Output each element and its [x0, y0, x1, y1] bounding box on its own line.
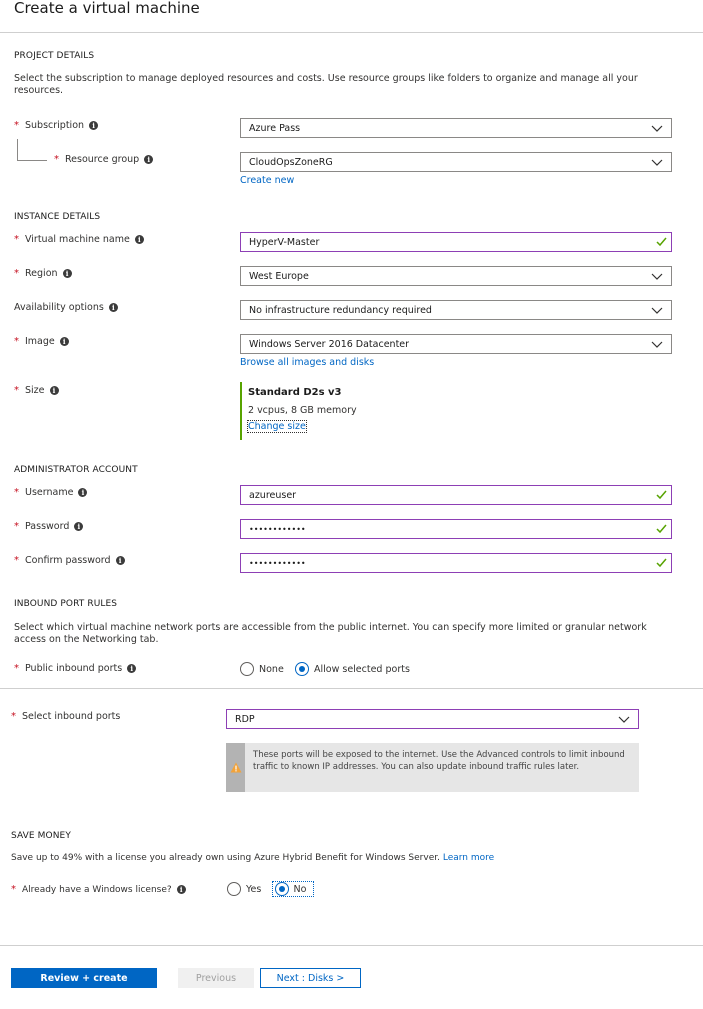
info-icon[interactable]: i [60, 337, 69, 346]
required-marker: * [14, 120, 19, 131]
change-size-link[interactable]: Change size [248, 421, 306, 432]
select-ports-label [11, 711, 120, 722]
confirm-password-input[interactable] [240, 553, 672, 573]
resource-group-select[interactable] [240, 152, 672, 172]
required-marker: * [14, 234, 19, 245]
info-icon[interactable]: i [177, 885, 186, 894]
confirm-password-label [14, 555, 125, 566]
footer-divider [0, 945, 703, 946]
subscription-label [14, 120, 98, 131]
info-icon[interactable]: i [89, 121, 98, 130]
info-icon[interactable]: i [144, 155, 153, 164]
required-marker: * [14, 336, 19, 347]
checkmark-icon [656, 523, 667, 534]
subscription-value: Azure Pass [249, 122, 301, 134]
availability-label-text: Availability options [14, 302, 104, 313]
image-select[interactable] [240, 334, 672, 354]
select-ports-label-text: Select inbound ports [22, 711, 121, 722]
subscription-select[interactable] [240, 118, 672, 138]
required-marker: * [14, 385, 19, 396]
warning-box [226, 743, 639, 792]
required-marker: * [14, 663, 19, 674]
radio-allow-selected[interactable] [295, 662, 309, 676]
save-money-description: Save up to 49% with a license you already own using Azure Hybrid Benefit for Windows Server. [11, 853, 440, 863]
previous-button[interactable]: Previous [178, 968, 254, 988]
inbound-divider [0, 688, 703, 689]
next-disks-button[interactable]: Next : Disks > [260, 968, 361, 988]
required-marker: * [14, 521, 19, 532]
info-icon[interactable]: i [109, 303, 118, 312]
radio-none-label: None [259, 663, 284, 675]
info-icon[interactable]: i [116, 556, 125, 565]
info-icon[interactable]: i [50, 386, 59, 395]
admin-account-heading: ADMINISTRATOR ACCOUNT [14, 465, 138, 475]
checkmark-icon [656, 489, 667, 500]
select-ports-value: RDP [235, 713, 255, 725]
learn-more-link[interactable]: Learn more [442, 853, 495, 863]
radio-none[interactable] [240, 662, 254, 676]
confirm-password-value: •••••••••••• [249, 558, 306, 568]
info-icon[interactable]: i [63, 269, 72, 278]
project-details-description: Select the subscription to manage deployed resources and costs. Use resource groups like folders to organize and manage all your resources. [14, 73, 638, 96]
resource-group-label [54, 154, 153, 165]
region-select[interactable] [240, 266, 672, 286]
inbound-rules-description: Select which virtual machine network ports are accessible from the public internet. You can specify more limited or granular network access on the Networking tab. [14, 622, 647, 645]
windows-license-label [11, 884, 186, 895]
password-input[interactable] [240, 519, 672, 539]
info-icon[interactable]: i [78, 488, 87, 497]
chevron-down-icon [651, 338, 663, 350]
required-marker: * [54, 154, 59, 165]
warning-icon [230, 762, 242, 773]
public-ports-label [14, 663, 136, 674]
chevron-down-icon [651, 270, 663, 282]
image-label-text: Image [25, 336, 55, 347]
info-icon[interactable]: i [135, 235, 144, 244]
radio-yes-label: Yes [246, 883, 262, 895]
warning-text: These ports will be exposed to the internet. Use the Advanced controls to limit inbound traffic to known IP addresses. You can also update inbound traffic rules later. [253, 750, 625, 772]
windows-license-label-text: Already have a Windows license? [22, 884, 172, 895]
vm-name-input[interactable] [240, 232, 672, 252]
required-marker: * [11, 884, 16, 895]
review-create-button[interactable]: Review + create [11, 968, 157, 988]
radio-no[interactable] [275, 882, 289, 896]
required-marker: * [11, 711, 16, 722]
radio-allow-selected-label: Allow selected ports [313, 663, 410, 675]
checkmark-icon [656, 557, 667, 568]
username-label-text: Username [25, 487, 74, 498]
size-detail: 2 vcpus, 8 GB memory [248, 405, 357, 416]
radio-yes[interactable] [227, 882, 241, 896]
public-ports-label-text: Public inbound ports [25, 663, 123, 674]
resource-group-value: CloudOpsZoneRG [249, 156, 333, 168]
availability-label [14, 302, 118, 313]
tree-connector-horizontal [17, 160, 47, 161]
select-ports-dropdown[interactable] [226, 709, 639, 729]
tree-connector-vertical [17, 139, 18, 160]
size-name: Standard D2s v3 [248, 387, 342, 398]
image-label [14, 336, 69, 347]
password-label-text: Password [25, 521, 70, 532]
required-marker: * [14, 555, 19, 566]
public-ports-radio-group [240, 662, 418, 676]
availability-select[interactable] [240, 300, 672, 320]
subscription-label-text: Subscription [25, 120, 85, 131]
chevron-down-icon [651, 122, 663, 134]
vm-name-label [14, 234, 144, 245]
info-icon[interactable]: i [74, 522, 83, 531]
radio-no-label: No [293, 883, 307, 895]
image-value: Windows Server 2016 Datacenter [249, 338, 410, 350]
username-input[interactable] [240, 485, 672, 505]
create-new-link[interactable]: Create new [240, 175, 295, 186]
project-details-heading: PROJECT DETAILS [14, 51, 95, 61]
chevron-down-icon [651, 156, 663, 168]
required-marker: * [14, 487, 19, 498]
size-indicator-bar [240, 382, 242, 440]
radio-no-focus [273, 882, 314, 896]
page-title: Create a virtual machine [14, 0, 200, 17]
save-money-heading: SAVE MONEY [11, 831, 71, 841]
browse-images-link[interactable]: Browse all images and disks [240, 357, 375, 368]
resource-group-label-text: Resource group [65, 154, 140, 165]
confirm-password-label-text: Confirm password [25, 555, 111, 566]
availability-value: No infrastructure redundancy required [249, 304, 432, 316]
instance-details-heading: INSTANCE DETAILS [14, 212, 101, 222]
region-label-text: Region [25, 268, 58, 279]
save-money-description-row [11, 853, 494, 863]
username-label [14, 487, 87, 498]
size-label-text: Size [25, 385, 45, 396]
chevron-down-icon [618, 713, 630, 725]
checkmark-icon [656, 236, 667, 247]
password-label [14, 521, 83, 532]
license-radio-group [227, 882, 313, 896]
username-value: azureuser [249, 489, 297, 501]
region-value: West Europe [249, 270, 309, 282]
chevron-down-icon [651, 304, 663, 316]
vm-name-value: HyperV-Master [249, 236, 320, 248]
size-label [14, 385, 59, 396]
required-marker: * [14, 268, 19, 279]
info-icon[interactable]: i [127, 664, 136, 673]
inbound-rules-heading: INBOUND PORT RULES [14, 599, 118, 609]
password-value: •••••••••••• [249, 524, 306, 534]
region-label [14, 268, 72, 279]
vm-name-label-text: Virtual machine name [25, 234, 130, 245]
title-divider [0, 32, 703, 33]
